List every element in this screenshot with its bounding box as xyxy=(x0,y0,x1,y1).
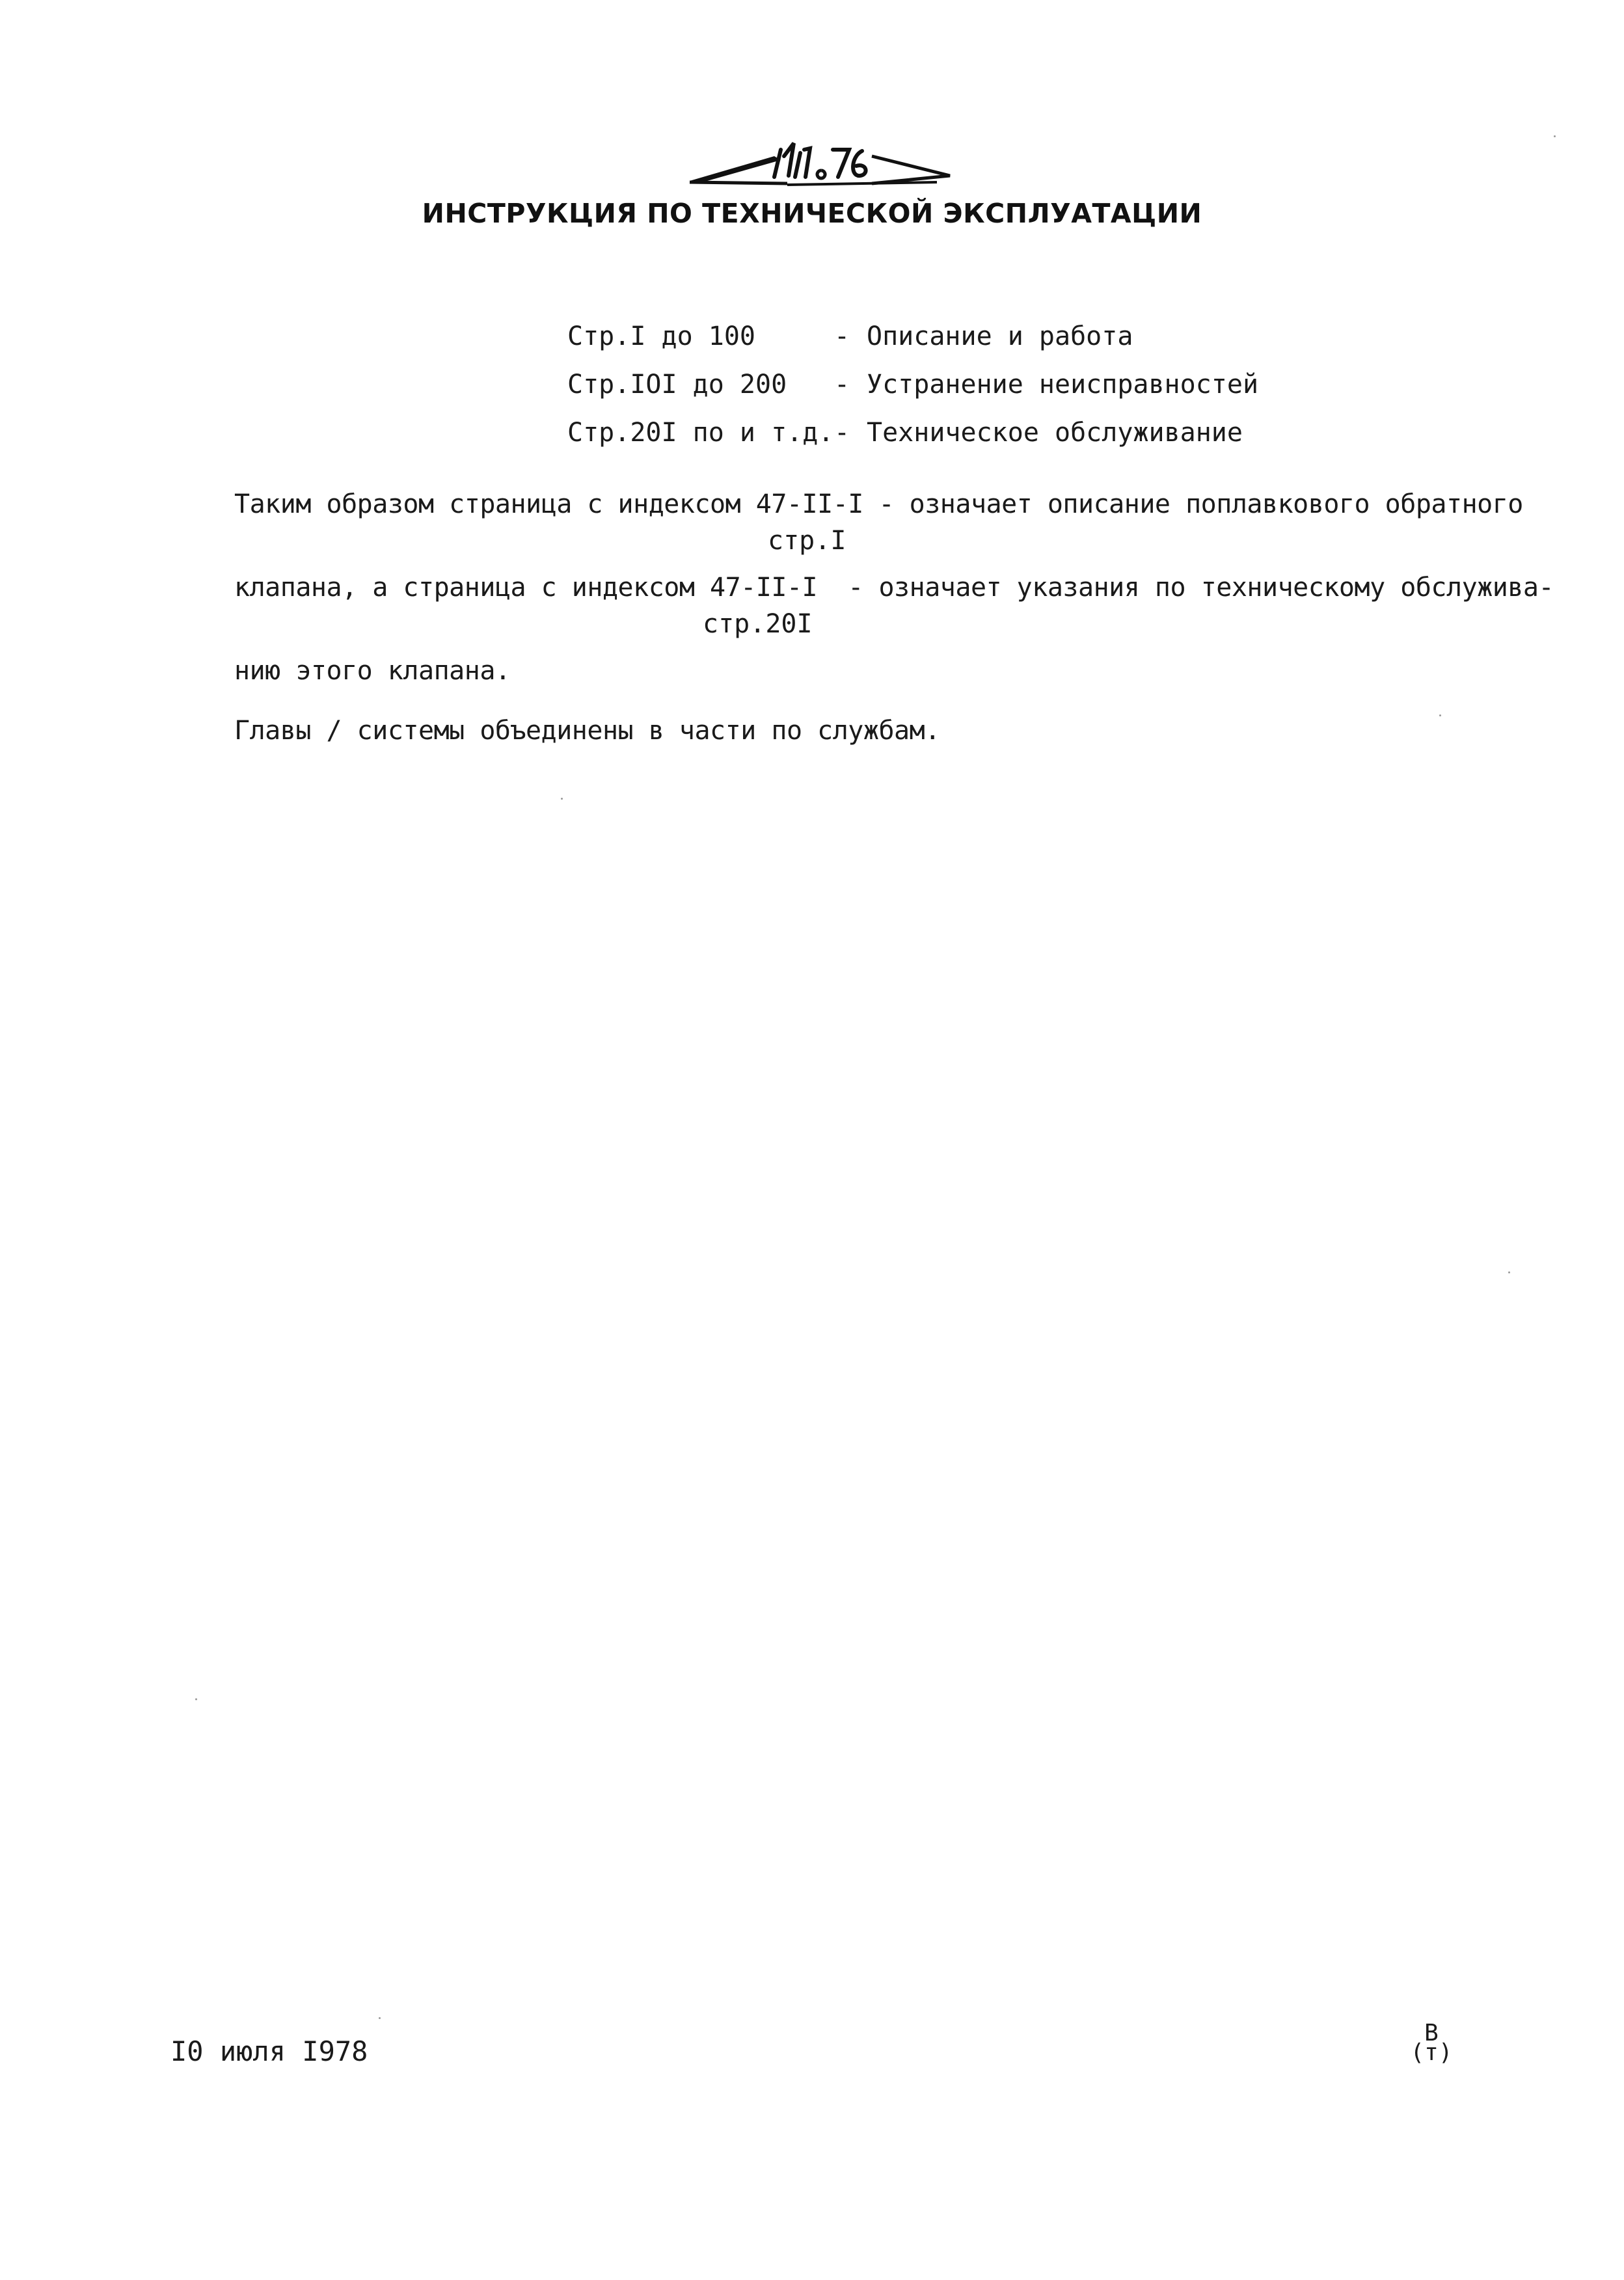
range-description: Описание и работа xyxy=(867,321,1133,351)
page-range: Стр.I до 100 xyxy=(567,321,755,351)
scan-speck xyxy=(561,798,563,800)
range-description: Устранение неисправностей xyxy=(867,370,1259,400)
chapters-note: Главы / системы объединены в части по службам. xyxy=(234,716,940,746)
page-range: Стр.20I по и т.д. xyxy=(567,418,834,448)
range-dash: - xyxy=(834,370,850,400)
footer-date: I0 июля I978 xyxy=(170,2035,368,2067)
range-description: Техническое обслуживание xyxy=(867,418,1243,448)
handwritten-mark xyxy=(677,130,963,202)
paragraph-line-2: клапана, а страница с индексом 47-II-I - означает указания по техническому обслужива- xyxy=(234,573,1554,603)
paragraph-subscript-2: стр.20I xyxy=(703,609,813,639)
footer-code xyxy=(1405,2020,1457,2066)
footer-code-top: В xyxy=(1424,2020,1439,2046)
scan-speck xyxy=(195,1698,197,1700)
paragraph-subscript-1: стр.I xyxy=(768,526,846,556)
document-title: ИНСТРУКЦИЯ ПО ТЕХНИЧЕСКОЙ ЭКСПЛУАТАЦИИ xyxy=(422,198,1202,229)
scan-speck xyxy=(1508,1271,1510,1273)
scan-speck xyxy=(1439,714,1441,716)
paragraph-line-1: Таким образом страница с индексом 47-II-I - означает описание поплавкового обратного xyxy=(234,489,1523,519)
paragraph-line-3: нию этого клапана. xyxy=(234,656,511,686)
footer-code-bottom: (т) xyxy=(1410,2039,1453,2066)
scan-speck xyxy=(1554,135,1556,137)
page-range: Стр.IOI до 200 xyxy=(567,370,787,400)
range-dash: - xyxy=(834,321,850,351)
range-dash: - xyxy=(834,418,850,448)
scan-speck xyxy=(379,2017,381,2019)
handwritten-mark-drawing xyxy=(677,130,963,202)
